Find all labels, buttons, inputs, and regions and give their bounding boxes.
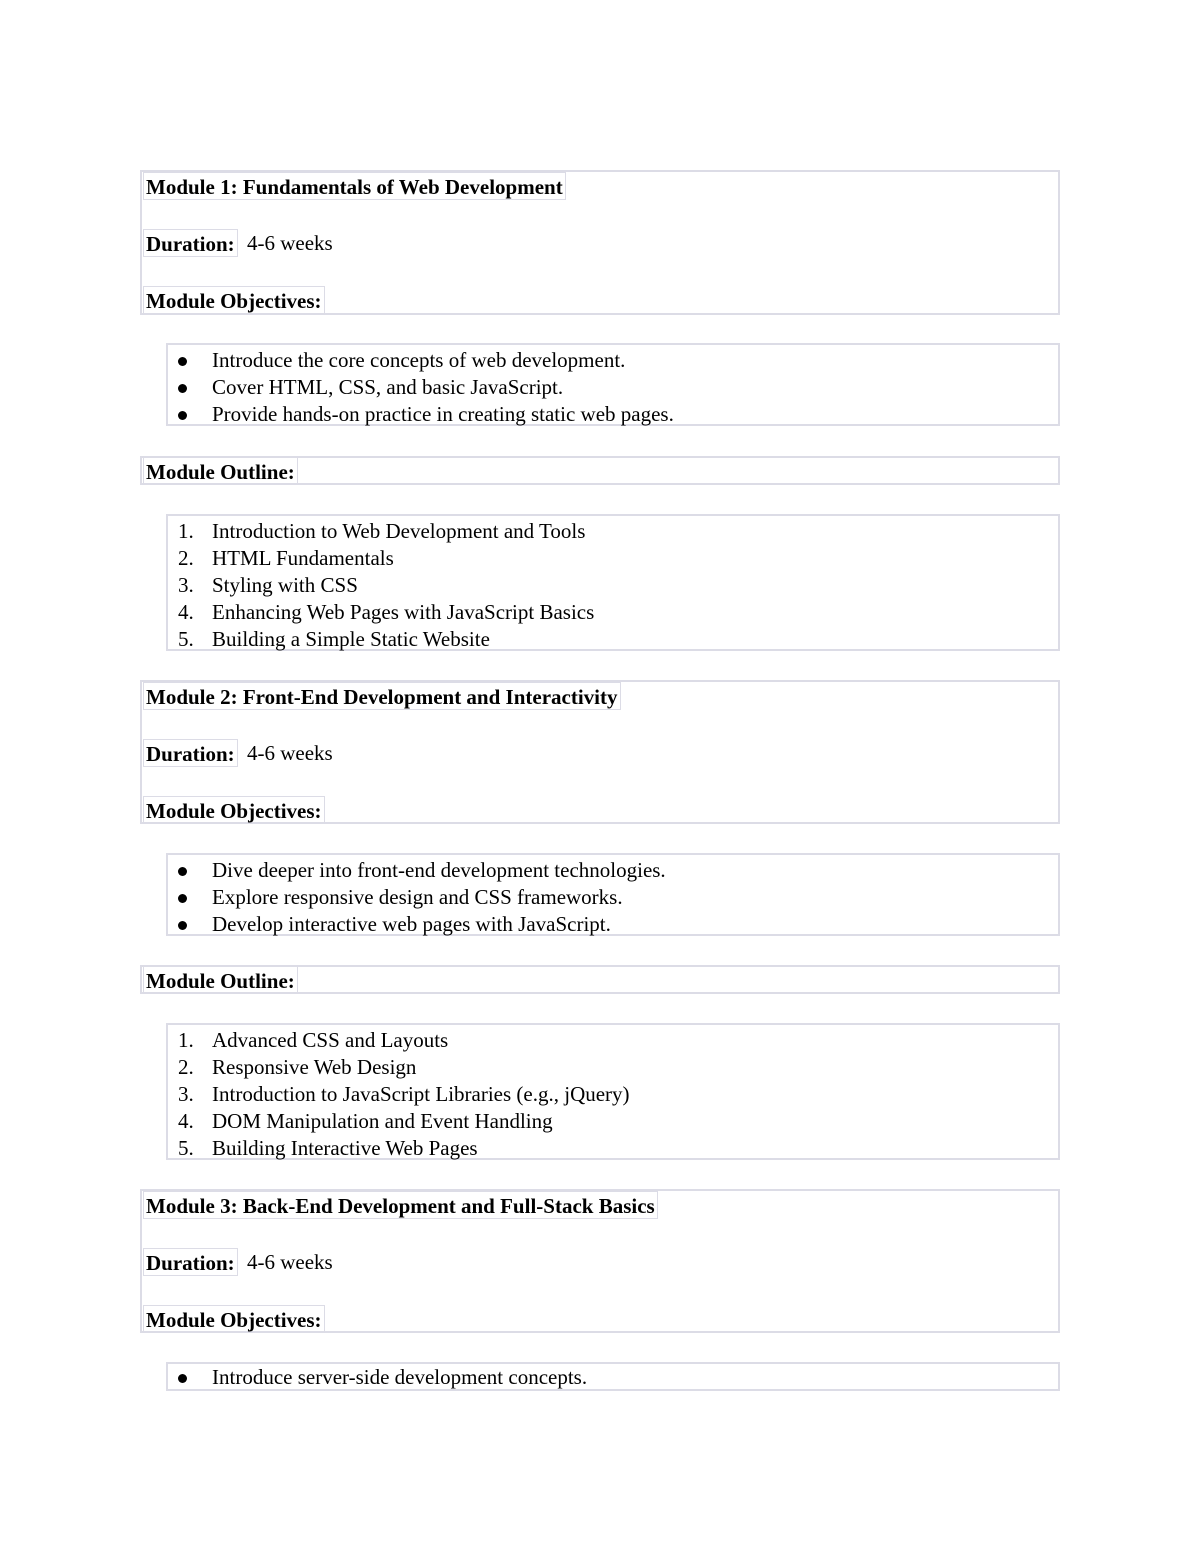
module-2-outline-label: Module Outline: xyxy=(143,966,298,994)
module-2-outline-header xyxy=(140,965,1060,994)
module-2-duration-value: 4-6 weeks xyxy=(247,741,333,765)
module-2-objectives-list: Dive deeper into front-end development technologies. Explore responsive design and CSS frameworks. Develop interactive web pages with JavaScript. xyxy=(166,853,1060,936)
bullet-icon xyxy=(178,384,187,393)
bullet-icon xyxy=(178,1374,187,1383)
module-3-title: Module 3: Back-End Development and Full-Stack Basics xyxy=(143,1191,658,1219)
module-3-duration-value: 4-6 weeks xyxy=(247,1250,333,1274)
module-3-objectives-label: Module Objectives: xyxy=(143,1305,325,1333)
module-1-outline-label: Module Outline: xyxy=(143,457,298,485)
module-1-duration-value: 4-6 weeks xyxy=(247,231,333,255)
module-3-objectives-list: Introduce server-side development concepts. xyxy=(166,1362,1060,1391)
bullet-icon xyxy=(178,921,187,930)
module-1-objectives-label: Module Objectives: xyxy=(143,286,325,314)
module-1-title: Module 1: Fundamentals of Web Development xyxy=(143,172,566,200)
bullet-icon xyxy=(178,411,187,420)
bullet-icon xyxy=(178,867,187,876)
module-2-objectives-label: Module Objectives: xyxy=(143,796,325,824)
module-1-objectives-list: Introduce the core concepts of web development. Cover HTML, CSS, and basic JavaScript. Provide hands-on practice in creating static web pages. xyxy=(166,343,1060,426)
module-1-duration-label: Duration: xyxy=(143,229,238,257)
module-1-outline-list: 1. Introduction to Web Development and Tools 2. HTML Fundamentals 3. Styling with CSS 4. Enhancing Web Pages with JavaScript Basics 5. Building a Simple Static Website xyxy=(166,514,1060,651)
module-2-duration-label: Duration: xyxy=(143,739,238,767)
module-1-outline-header xyxy=(140,456,1060,485)
bullet-icon xyxy=(178,357,187,366)
module-3-duration-label: Duration: xyxy=(143,1248,238,1276)
module-3-header xyxy=(140,1189,1060,1333)
module-2-outline-list: 1. Advanced CSS and Layouts 2. Responsive Web Design 3. Introduction to JavaScript Libraries (e.g., jQuery) 4. DOM Manipulation and Event Handling 5. Building Interactive Web Pages xyxy=(166,1023,1060,1160)
module-2-title: Module 2: Front-End Development and Interactivity xyxy=(143,682,621,710)
bullet-icon xyxy=(178,894,187,903)
module-2-header xyxy=(140,680,1060,824)
module-1-header xyxy=(140,170,1060,315)
